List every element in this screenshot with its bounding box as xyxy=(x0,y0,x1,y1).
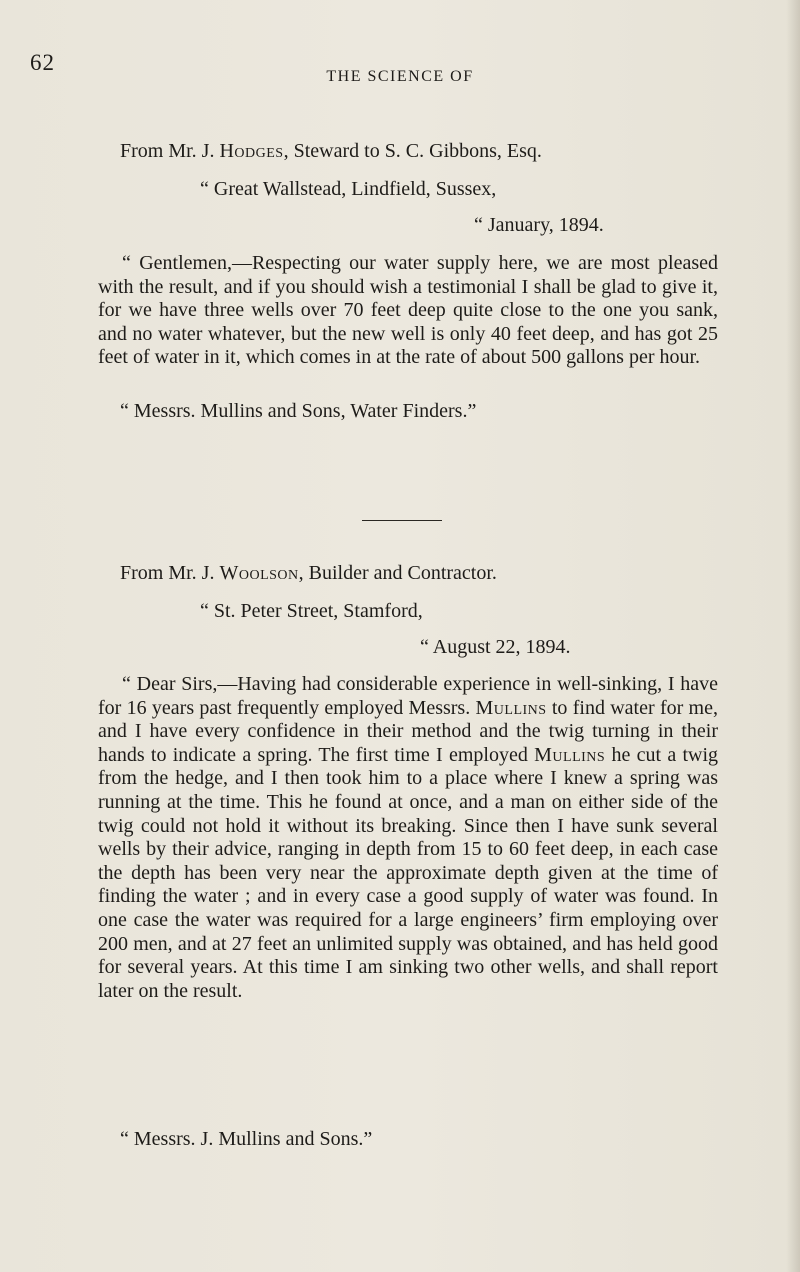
letter2-from-suffix: , Builder and Contractor. xyxy=(298,562,497,584)
letter2-mullins-2: Mullins xyxy=(534,743,606,766)
letter2-body-part3: he cut a twig from the hedge, and I then took him to a place where I knew a spring was running at the time. This he found at once, and a man on either side of the twig could not hold it without its breaking. Since then I have sunk several wells by their advice, ranging in depth from 15 to 60 feet deep, in each case the depth has been very near the approximate depth given at the time of finding the water ; and in every case a good supply of water was found. In one case the water was required for a large engineers’ firm employing over 200 men, and at 27 feet an unlimited supply was obtained, and has held good for several years. At this time I am sinking two other wells, and shall report later on the result. xyxy=(98,743,719,1002)
letter1-date: “ January, 1894. xyxy=(474,214,604,236)
letter2-body-part1: “ Dear Sirs,—Having had considerable experience in well-sinking, I have for 16 years past frequently employed Messrs. xyxy=(98,673,718,719)
letter1-from-line xyxy=(120,140,542,163)
letter2-date: “ August 22, 1894. xyxy=(420,636,571,658)
letter2-from-name: Woolson xyxy=(219,562,299,584)
letter1-from-prefix: From Mr. J. xyxy=(120,140,215,162)
page-edge-shadow xyxy=(786,0,800,1272)
letter1-from-suffix: , Steward to S. C. Gibbons, Esq. xyxy=(283,140,542,162)
running-head: THE SCIENCE OF xyxy=(326,68,474,85)
letter2-body-text xyxy=(98,673,718,1003)
page-number: 62 xyxy=(30,50,55,75)
letter2-address: “ St. Peter Street, Stamford, xyxy=(200,600,423,622)
section-divider xyxy=(362,520,442,521)
letter1-body-text: “ Gentlemen,—Respecting our water supply here, we are most pleased with the result, and if you should wish a testimonial I shall be glad to give it, for we have three wells over 70 feet deep quite close to the one you sank, and no water whatever, but the new well is only 40 feet deep, and has got 25 feet of water in it, which comes in at the rate of about 500 gallons per hour. xyxy=(98,252,718,369)
letter2-from-prefix: From Mr. J. xyxy=(120,562,215,584)
letter2-body-part2: to find water for me, and I have every confidence in their method and the twig turning in their hands to indicate a spring. The first time I employed xyxy=(98,696,718,766)
letter1-from-name: Hodges xyxy=(219,140,284,162)
letter2-signoff: “ Messrs. J. Mullins and Sons.” xyxy=(120,1128,373,1150)
letter2-from-line xyxy=(120,562,497,585)
letter1-address: “ Great Wallstead, Lindfield, Sussex, xyxy=(200,178,497,200)
letter2-body xyxy=(98,673,718,1003)
letter2-mullins-1: Mullins xyxy=(475,696,547,719)
letter1-signoff: “ Messrs. Mullins and Sons, Water Finders.” xyxy=(120,400,477,422)
letter1-body xyxy=(98,252,718,370)
